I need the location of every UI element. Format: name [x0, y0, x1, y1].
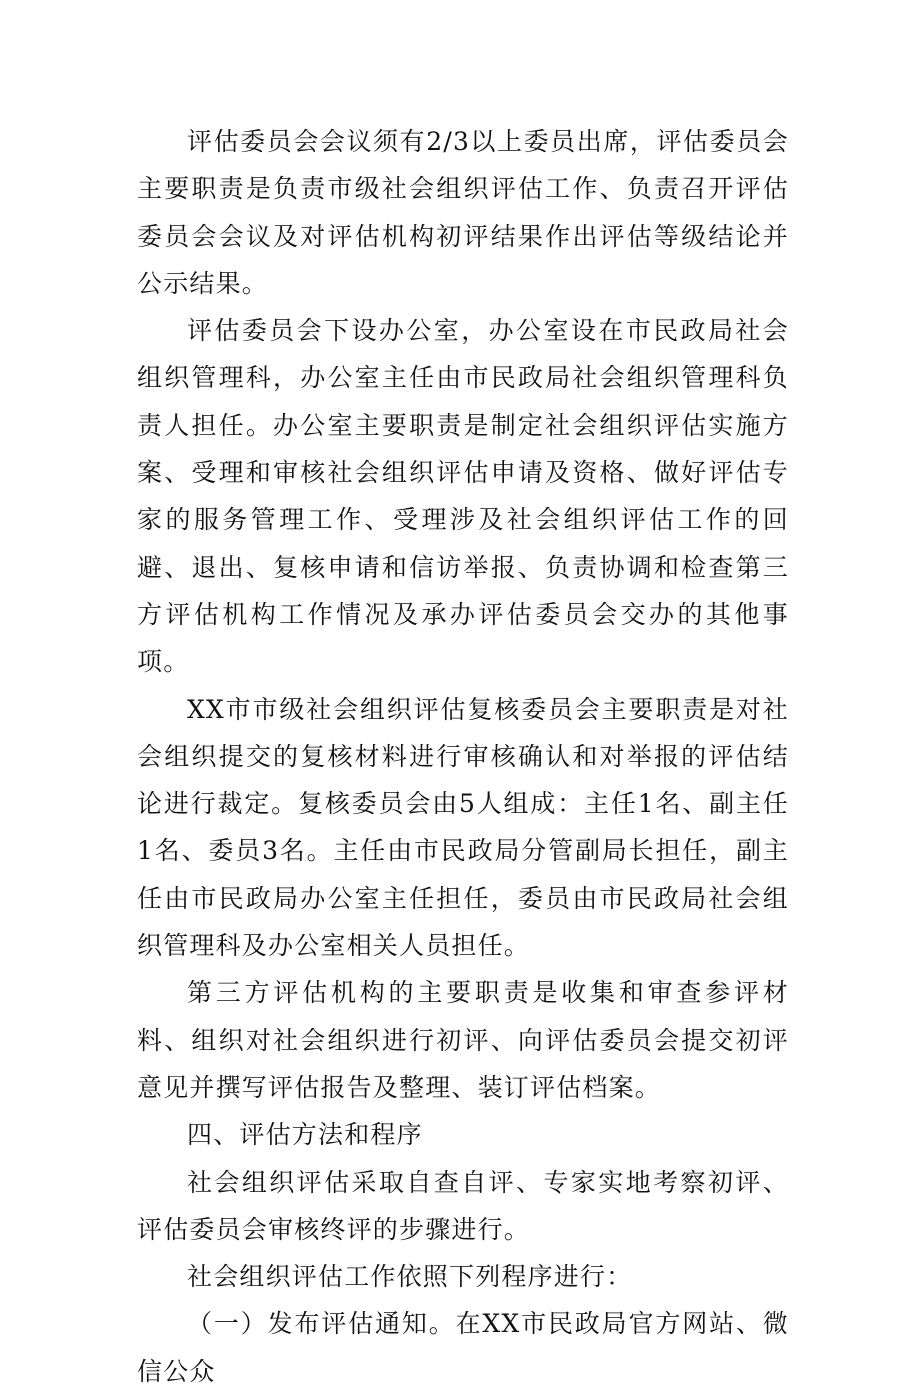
document-body [137, 118, 789, 1395]
paragraph-review-committee: XX市市级社会组织评估复核委员会主要职责是对社会组织提交的复核材料进行审核确认和对举报的评估结论进行裁定。复核委员会由5人组成：主任1名、副主任1名、委员3名。主任由市民政局分管副局长担任，副主任由市民政局办公室主任担任，委员由市民政局社会组织管理科及办公室相关人员担任。 [137, 694, 789, 961]
paragraph-procedure-intro: 社会组织评估工作依照下列程序进行： [187, 1262, 633, 1292]
paragraph-committee-meeting: 评估委员会会议须有2/3以上委员出席，评估委员会主要职责是负责市级社会组织评估工作、负责召开评估委员会会议及对评估机构初评结果作出评估等级结论并公示结果。 [137, 127, 789, 298]
paragraph-evaluation-steps: 社会组织评估采取自查自评、专家实地考察初评、评估委员会审核终评的步骤进行。 [137, 1167, 789, 1244]
paragraph-office-duties: 评估委员会下设办公室，办公室设在市民政局社会组织管理科，办公室主任由市民政局社会组织管理科负责人担任。办公室主要职责是制定社会组织评估实施方案、受理和审核社会组织评估申请及资格、做好评估专家的服务管理工作、受理涉及社会组织评估工作的回避、退出、复核申请和信访举报、负责协调和检查第三方评估机构工作情况及承办评估委员会交办的其他事项。 [137, 316, 789, 677]
section-heading-methods: 四、评估方法和程序 [187, 1120, 423, 1150]
paragraph-procedure-step-1: （一）发布评估通知。在XX市民政局官方网站、微信公众 [137, 1309, 789, 1386]
paragraph-third-party: 第三方评估机构的主要职责是收集和审查参评材料、组织对社会组织进行初评、向评估委员会提交初评意见并撰写评估报告及整理、装订评估档案。 [137, 978, 789, 1102]
